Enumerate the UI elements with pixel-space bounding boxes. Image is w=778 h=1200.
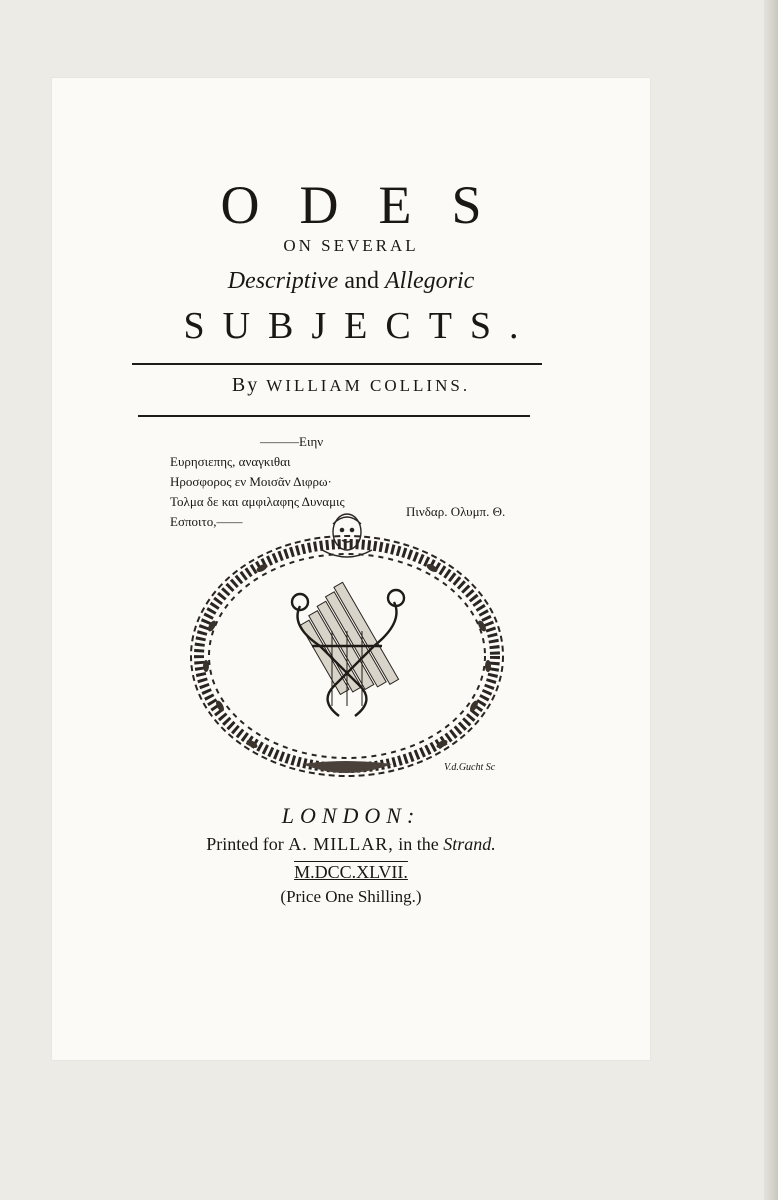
price-line: (Price One Shilling.) <box>280 887 422 906</box>
ribbon <box>302 761 392 773</box>
epigraph-line-0: ———Ειην <box>260 434 324 449</box>
imprint-date-line <box>52 862 650 883</box>
top-rule <box>132 363 542 365</box>
subtitle-descriptive: Descriptive <box>227 268 339 294</box>
byline-prefix: By <box>231 374 260 396</box>
imprint-place: LONDON: <box>281 803 421 828</box>
imprint-printer: A. MILLAR, <box>288 834 394 854</box>
imprint-line <box>52 834 650 855</box>
author-name: WILLIAM COLLINS. <box>266 376 471 395</box>
wreath-lyre-icon <box>182 506 512 786</box>
epigraph-line-4: Εσποιτο,—— <box>170 514 243 529</box>
subtitle-and: and <box>344 268 379 294</box>
epigraph-line-2: Ηροσφορος εν Μοισᾶν Διφρω· <box>170 474 332 489</box>
imprint-printed-for: Printed for <box>206 834 284 854</box>
book-title: ODES <box>220 175 522 235</box>
title-page-plate <box>52 78 650 1060</box>
epigraph-line-1: Ευρησιεπης, αναγκιθαι <box>170 454 291 469</box>
imprint-in-the: in the <box>398 834 439 854</box>
imprint-date: M.DCC.XLVII. <box>294 862 408 882</box>
bottom-rule <box>138 415 530 417</box>
epigraph-reference: Πινδαρ. Ολυμπ. Θ. <box>406 504 506 519</box>
imprint-street: Strand. <box>443 834 496 854</box>
page-edge <box>764 0 778 1200</box>
subtitle-allegoric: Allegoric <box>384 268 475 294</box>
byline <box>52 374 650 397</box>
subtitle-line-3: SUBJECTS. <box>183 305 537 347</box>
subtitle-line-1: ON SEVERAL <box>283 236 419 255</box>
epigraph-line-3: Τολμα δε και αμφιλαφης Δυναμις <box>170 494 345 509</box>
engraver-signature: V.d.Gucht Sc <box>444 762 496 773</box>
subtitle-line-2 <box>52 268 650 295</box>
